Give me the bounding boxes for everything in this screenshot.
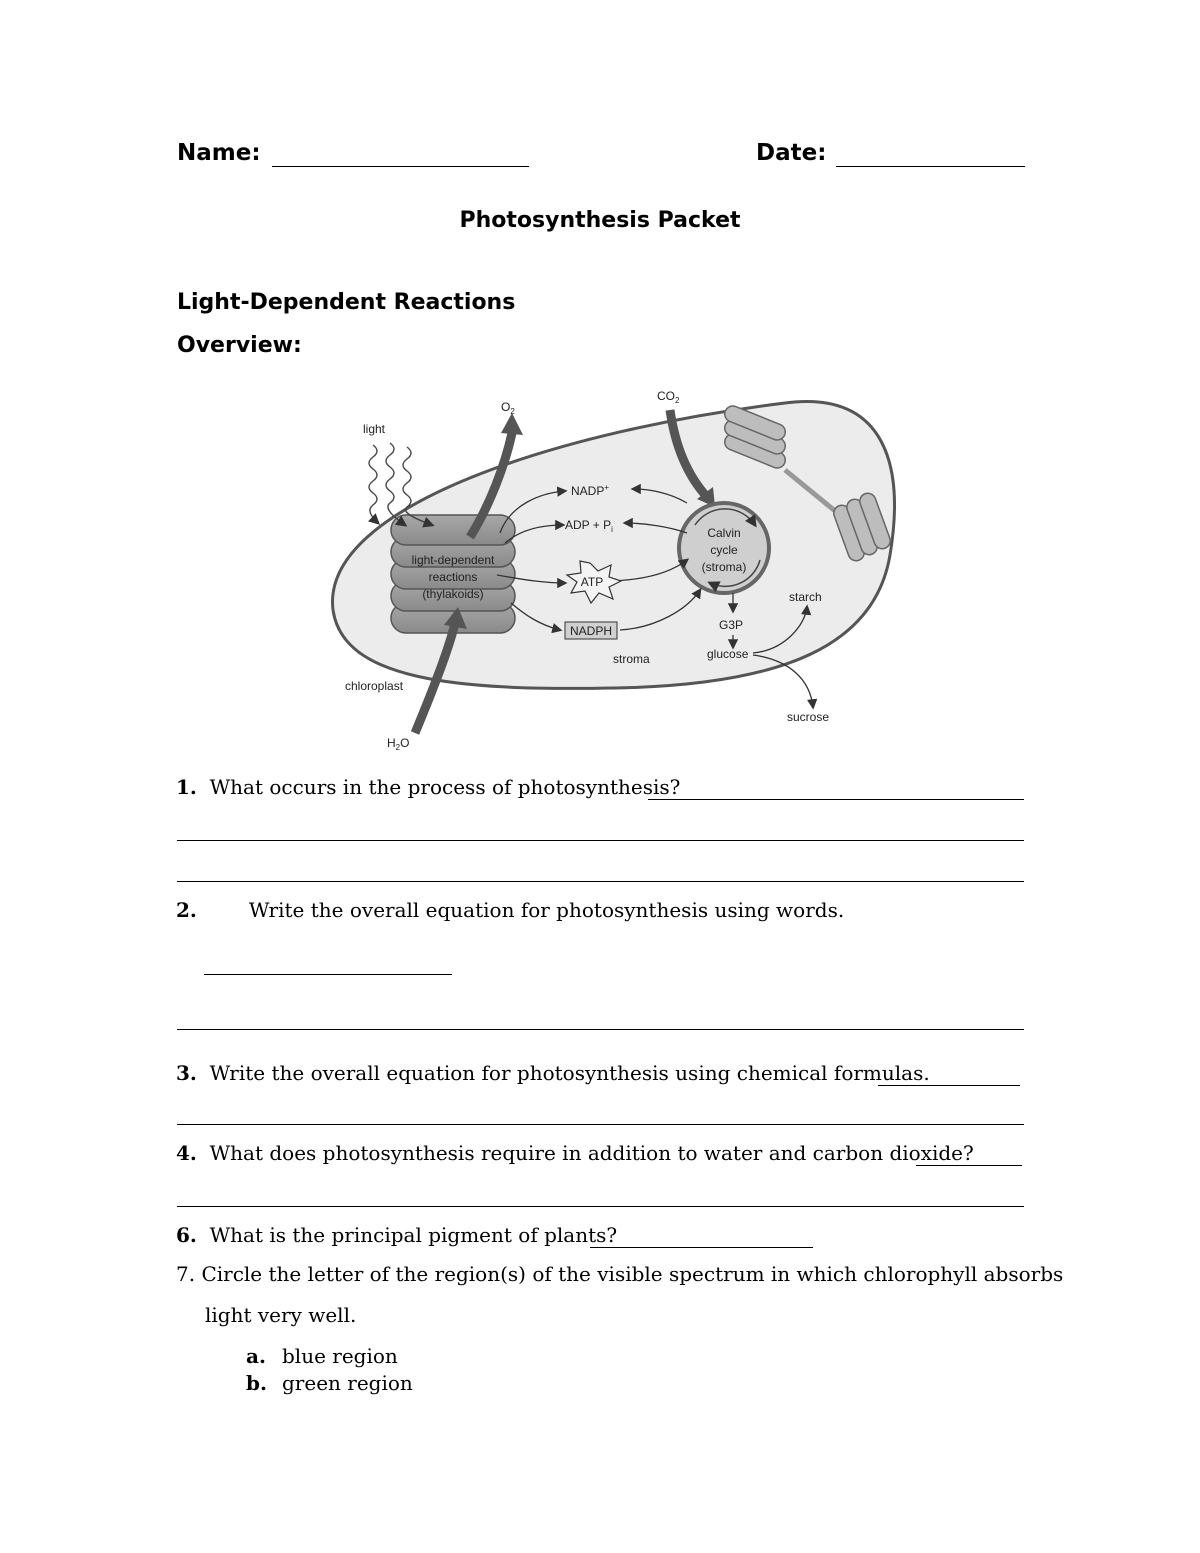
co2-subscript: 2 bbox=[675, 396, 680, 405]
date-label: Date: bbox=[756, 140, 827, 166]
question-4-text: What does photosynthesis require in addition to water and carbon dioxide? bbox=[209, 1141, 974, 1165]
chloroplast-label: chloroplast bbox=[345, 679, 404, 693]
answer-line-2a[interactable] bbox=[204, 974, 452, 975]
question-6-number: 6. bbox=[176, 1223, 197, 1247]
option-a-text: blue region bbox=[282, 1344, 398, 1368]
answer-line-1b[interactable] bbox=[177, 840, 1024, 841]
option-b-letter: b. bbox=[246, 1371, 267, 1395]
sucrose-label: sucrose bbox=[787, 710, 830, 724]
o2-label bbox=[501, 400, 515, 416]
name-label: Name: bbox=[177, 140, 261, 166]
ldr-label-3: (thylakoids) bbox=[422, 587, 484, 601]
question-2-text: Write the overall equation for photosynthesis using words. bbox=[248, 898, 845, 922]
question-1 bbox=[176, 775, 680, 799]
overview-heading: Overview: bbox=[177, 333, 302, 358]
ldr-label-1: light-dependent bbox=[411, 553, 495, 567]
nadp-text: NADP bbox=[571, 484, 605, 498]
calvin-label-2: cycle bbox=[710, 543, 738, 557]
question-3-number: 3. bbox=[176, 1061, 197, 1085]
nadph-label: NADPH bbox=[569, 624, 613, 638]
stroma-label: stroma bbox=[613, 652, 650, 666]
question-7-continued: light very well. bbox=[205, 1303, 357, 1327]
chloroplast-diagram bbox=[315, 385, 905, 755]
option-b[interactable] bbox=[246, 1371, 413, 1395]
h2o-o: O bbox=[400, 736, 410, 750]
question-7 bbox=[176, 1262, 1063, 1286]
light-label: light bbox=[363, 422, 386, 436]
answer-line-6[interactable] bbox=[590, 1247, 813, 1248]
question-4-number: 4. bbox=[176, 1141, 197, 1165]
ldr-label-2: reactions bbox=[428, 570, 478, 584]
option-a-letter: a. bbox=[246, 1344, 266, 1368]
g3p-label: G3P bbox=[719, 618, 744, 632]
answer-line-3a[interactable] bbox=[878, 1085, 1020, 1086]
question-1-number: 1. bbox=[176, 775, 197, 799]
co2-label bbox=[657, 389, 680, 405]
name-blank[interactable] bbox=[272, 166, 529, 167]
calvin-label-1: Calvin bbox=[707, 526, 741, 540]
o2-subscript: 2 bbox=[510, 407, 515, 416]
glucose-label: glucose bbox=[707, 647, 749, 661]
h2o-h: H bbox=[387, 736, 396, 750]
answer-line-1a[interactable] bbox=[648, 799, 1024, 800]
atp-label: ATP bbox=[580, 575, 604, 589]
answer-line-4b[interactable] bbox=[177, 1206, 1024, 1207]
adp-label bbox=[565, 518, 613, 534]
question-1-text: What occurs in the process of photosynthesis? bbox=[209, 775, 681, 799]
o2-text: O bbox=[501, 400, 511, 414]
adp-text: ADP + P bbox=[565, 518, 612, 532]
date-blank[interactable] bbox=[836, 166, 1025, 167]
question-6 bbox=[176, 1223, 617, 1247]
adp-subscript: i bbox=[611, 525, 613, 534]
question-3-text: Write the overall equation for photosynthesis using chemical formulas. bbox=[209, 1061, 930, 1085]
question-7-text: Circle the letter of the region(s) of the visible spectrum in which chlorophyll absorbs bbox=[201, 1262, 1064, 1286]
question-2 bbox=[176, 898, 844, 922]
option-b-text: green region bbox=[282, 1371, 413, 1395]
option-a[interactable] bbox=[246, 1344, 398, 1368]
nadp-superscript: + bbox=[604, 483, 610, 492]
question-3 bbox=[176, 1061, 930, 1085]
question-6-text: What is the principal pigment of plants? bbox=[209, 1223, 618, 1247]
answer-line-1c[interactable] bbox=[177, 881, 1024, 882]
calvin-label-3: (stroma) bbox=[701, 560, 747, 574]
page-title: Photosynthesis Packet bbox=[459, 208, 741, 233]
h2o-subscript: 2 bbox=[395, 743, 401, 752]
answer-line-3b[interactable] bbox=[177, 1124, 1024, 1125]
question-4 bbox=[176, 1141, 974, 1165]
answer-line-4a[interactable] bbox=[916, 1165, 1022, 1166]
co2-text: CO bbox=[657, 389, 675, 403]
question-2-number: 2. bbox=[176, 898, 197, 922]
h2o-label bbox=[387, 736, 409, 752]
question-7-number: 7. bbox=[176, 1262, 196, 1286]
starch-label: starch bbox=[789, 590, 822, 604]
section-heading: Light-Dependent Reactions bbox=[177, 290, 516, 315]
answer-line-2b[interactable] bbox=[177, 1029, 1024, 1030]
nadp-label bbox=[571, 483, 609, 498]
